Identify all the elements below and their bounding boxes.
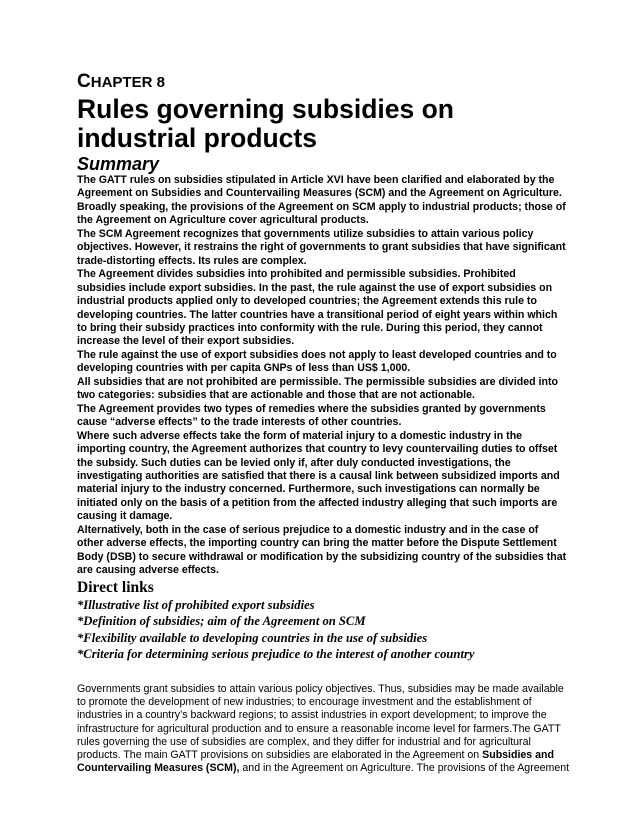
direct-link-flexibility-developing-countries[interactable]: *Flexibility available to developing countries in the use of subsidies [77, 630, 428, 645]
body-text-2: and in the Agreement on Agriculture. The provisions of the Agreement [239, 762, 570, 775]
summary-paragraph: The rule against the use of export subsidies does not apply to least developed countries and to developing countries with per capita GNPs of less than US$ 1,000. [77, 348, 557, 375]
chapter-label [77, 72, 567, 93]
summary-section [77, 154, 567, 578]
summary-paragraph: The GATT rules on subsidies stipulated in Article XVI have been clarified and elaborated by the Agreement on Subsidies and Countervailing Measures (SCM) and the Agreement on Agriculture. Broadly speaking, the provisions of the Agreement on SCM apply to industrial products; those of the Agreement on Agriculture cover agricultural products. [77, 174, 566, 227]
chapter-first-letter: C [77, 71, 91, 92]
direct-links-heading: Direct links [77, 578, 154, 596]
summary-heading: Summary [77, 154, 160, 174]
document-page [77, 71, 570, 775]
direct-link-prohibited-export-subsidies[interactable]: *Illustrative list of prohibited export subsidies [77, 597, 315, 612]
body-paragraph [77, 683, 572, 775]
direct-link-definition-of-subsidies[interactable]: *Definition of subsidies; aim of the Agreement on SCM [77, 614, 366, 629]
summary-paragraph: All subsidies that are not prohibited are permissible. The permissible subsidies are divided into two categories: subsidies that are actionable and those that are not actionable. [77, 375, 558, 402]
summary-paragraph: The SCM Agreement recognizes that governments utilize subsidies to attain various policy objectives. However, it restrains the right of governments to grant subsidies that have significant trade-distorting effects. Its rules are complex. [77, 227, 566, 267]
chapter-rest: HAPTER 8 [90, 74, 165, 91]
direct-link-serious-prejudice-criteria[interactable]: *Criteria for determining serious prejudice to the interest of another country [77, 647, 475, 662]
summary-paragraph: Where such adverse effects take the form of material injury to a domestic industry in the importing country, the Agreement authorizes that country to levy countervailing duties to offset the subsidy. Such duties can be levied only if, after duly conducted investigations, the investigating authorities are satisfied that there is a causal link between subsidized imports and material injury to the industry concerned. Furthermore, such investigations can normally be initiated only on the basis of a petition from the affected industry alleging that such imports are causing it damage. [77, 429, 560, 523]
summary-paragraph: Alternatively, both in the case of serious prejudice to a domestic industry and in the case of other adverse effects, the importing country can bring the matter before the Dispute Settlement Body (DSB) to secure withdrawal or modification by the subsidizing country of the subsidies that are causing adverse effects. [77, 523, 567, 577]
summary-paragraph: The Agreement divides subsidies into prohibited and permissible subsidies. Prohibited subsidies include export subsidies. In the past, the rule against the use of export subsidies on industrial products applied only to developed countries; the Agreement extends this rule to developing countries. The latter countries have a transitional period of eight years within which to bring their subsidy practices into conformity with the rule. During this period, they cannot increase the level of their export subsidies. [77, 268, 558, 348]
summary-paragraph: The Agreement provides two types of remedies where the subsidies granted by governments cause “adverse effects” to the trade interests of other countries. [77, 402, 546, 429]
page-title: Rules governing subsidies on industrial products [77, 94, 454, 153]
body-text-1: Governments grant subsidies to attain various policy objectives. Thus, subsidies may be made available to promote the development of new industries; to encourage investment and the establishment of industries in a country’s backward regions; to assist industries in export development; to improve the infrastructure for agricultural production and to ensure a reasonable income level for farmers.The GATT rules governing the use of subsidies are complex, and they differ for industrial and for agricultural products. The main GATT provisions on subsidies are elaborated in the Agreement on [77, 682, 564, 761]
direct-links-section [77, 579, 567, 663]
body-bold-scm: Subsidies and Countervailing Measures (SCM), [77, 748, 554, 775]
